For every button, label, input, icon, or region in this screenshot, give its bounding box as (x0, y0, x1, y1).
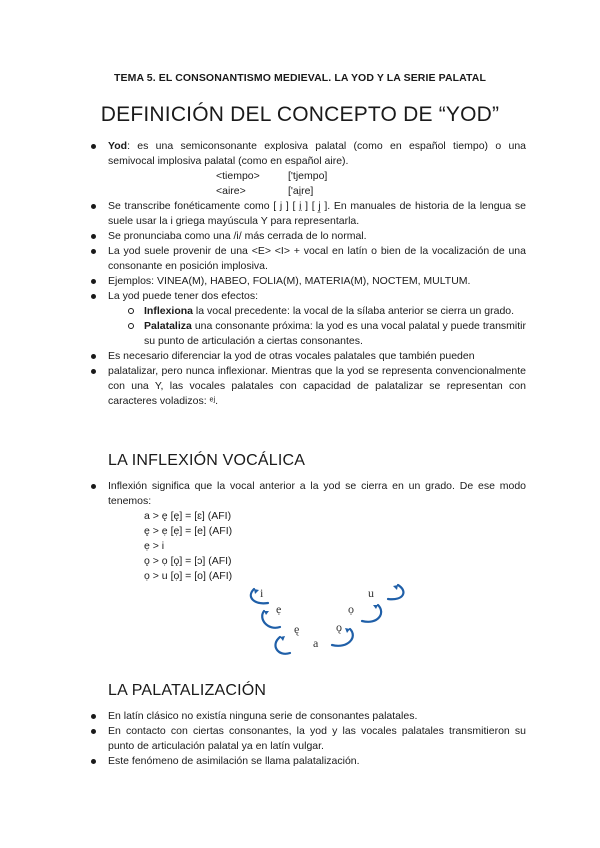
list-item-text: palatalizar, pero nunca inflexionar. Mientras que la yod se representa convencionalmente con una Y, las vocales palatales con capacidad de palatalizar se representan con caracteres voladizos: ᵉʲ. (108, 365, 526, 407)
list-item (108, 229, 526, 244)
bullet-icon (91, 144, 96, 149)
inflexion-list (108, 479, 526, 584)
list-item-text: Ejemplos: VINEA(M), HABEO, FOLIA(M), MATERIA(M), NOCTEM, MULTUM. (108, 275, 471, 287)
list-item-text: Se transcribe fonéticamente como [ j ] [ i̯ ] [ j̯ ]. En manuales de historia de la lengua se suele usar la i griega mayúscula Y para representarla. (108, 200, 526, 227)
list-item-text: Se pronunciaba como una /i/ más cerrada de lo normal. (108, 230, 367, 242)
vowel-label: ę (294, 622, 300, 636)
list-item (108, 274, 526, 289)
vowel-label: u (368, 586, 374, 600)
arrow-o-open-to-o-closed (362, 605, 381, 622)
vowel-label: ẹ (276, 602, 282, 616)
bullet-icon (91, 354, 96, 359)
vowel-label: ǫ (336, 620, 342, 634)
formula-line: ẹ > i (144, 540, 165, 552)
arrowhead-icon (254, 589, 259, 594)
list-item (108, 364, 526, 409)
list-item (108, 479, 526, 509)
example-row (108, 184, 526, 199)
formula-line: ę > ẹ [ẹ] = [e] (AFI) (144, 525, 233, 537)
example-word: <tiempo> (216, 170, 260, 182)
vowel-label: a (313, 636, 319, 650)
palatalization-list (108, 709, 526, 769)
list-item-text: En latín clásico no existía ninguna serie de consonantes palatales. (108, 710, 418, 722)
sublist-item-text: una consonante próxima: la yod es una vocal palatal y puede transmitir su punto de articulación a ciertas consonantes. (144, 320, 526, 347)
list-item-text: Es necesario diferenciar la yod de otras vocales palatales que también pueden (108, 350, 475, 362)
list-item-text: La yod suele provenir de una <E> <I> + vocal en latín o bien de la vocalización de una consonante en posición implosiva. (108, 245, 526, 272)
vowel-label: i (260, 586, 264, 600)
formula-line: ọ > u [ọ] = [o] (AFI) (144, 570, 233, 582)
list-item (108, 139, 526, 169)
bullet-icon (91, 484, 96, 489)
circle-bullet-icon (128, 308, 134, 314)
list-item-text: En contacto con ciertas consonantes, la yod y las vocales palatales transmitieron su punto de articulación palatal ya en latín vulgar. (108, 725, 526, 752)
list-item (108, 244, 526, 274)
bullet-icon (91, 714, 96, 719)
formula-line: a > ę [ę] = [ɛ] (AFI) (144, 510, 232, 522)
document-title: TEMA 5. EL CONSONANTISMO MEDIEVAL. LA YOD Y LA SERIE PALATAL (114, 72, 486, 84)
list-item (108, 199, 526, 229)
list-item-text: Este fenómeno de asimilación se llama palatalización. (108, 755, 360, 767)
arrowhead-icon (393, 585, 398, 590)
section-heading-inflexion: LA INFLEXIÓN VOCÁLICA (108, 452, 306, 469)
list-item (108, 754, 526, 769)
example-word: <aire> (216, 185, 246, 197)
arrowhead-icon (373, 605, 378, 609)
bullet-icon (91, 729, 96, 734)
definition-list (108, 139, 526, 409)
bullet-icon (91, 759, 96, 764)
bullet-icon (91, 369, 96, 374)
term-inflexiona: Inflexiona (144, 305, 194, 317)
circle-bullet-icon (128, 323, 134, 329)
list-item (108, 349, 526, 364)
list-item-text: : es una semiconsonante explosiva palatal (como en español tiempo) o una semivocal implosiva palatal (como en español aire). (108, 140, 526, 167)
example-transcription: ['ai̯re] (288, 185, 314, 197)
section-heading-palatalizacion: LA PALATALIZACIÓN (108, 682, 267, 699)
example-transcription: ['tjempo] (288, 170, 328, 182)
example-row (108, 169, 526, 184)
sublist-item (144, 304, 526, 319)
sublist-item (144, 319, 526, 349)
sublist-item-text: la vocal precedente: la vocal de la sílaba anterior se cierra un grado. (193, 305, 515, 317)
list-item (108, 289, 526, 304)
term-yod: Yod (108, 140, 128, 152)
list-item-text: La yod puede tener dos efectos: (108, 290, 259, 302)
bullet-icon (91, 249, 96, 254)
bullet-icon (91, 234, 96, 239)
vowel-label: ọ (348, 602, 354, 616)
formula-line: ǫ > ọ [ǫ] = [ɔ] (AFI) (144, 555, 232, 567)
term-palataliza: Palataliza (144, 320, 192, 332)
bullet-icon (91, 279, 96, 284)
list-item-text: Inflexión significa que la vocal anterior a la yod se cierra en un grado. De ese modo tenemos: (108, 480, 526, 507)
vowel-inflection-diagram (240, 583, 410, 658)
arrowhead-icon (264, 611, 269, 615)
bullet-icon (91, 294, 96, 299)
list-item (108, 709, 526, 724)
bullet-icon (91, 204, 96, 209)
section-heading-definicion: DEFINICIÓN DEL CONCEPTO DE “YOD” (100, 103, 500, 126)
list-item (108, 724, 526, 754)
